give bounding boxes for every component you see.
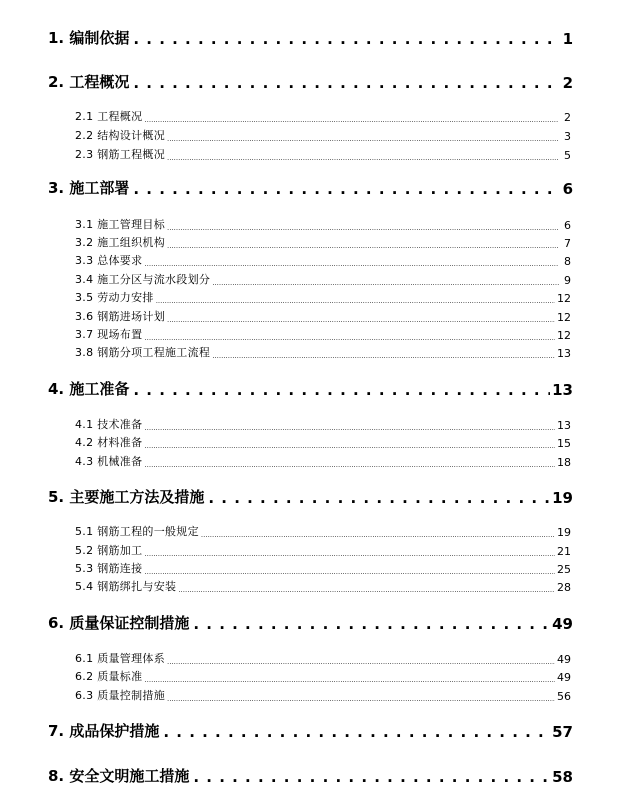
dot-leader	[131, 77, 557, 92]
dot-leader	[144, 256, 559, 268]
toc-entry[interactable]	[75, 328, 571, 342]
toc-entry-title: 8. 安全文明施工措施	[48, 767, 190, 785]
toc-entry-page: 12	[557, 292, 571, 305]
toc-entry[interactable]	[75, 148, 571, 162]
dot-leader	[167, 220, 559, 232]
toc-entry-page: 25	[557, 563, 571, 576]
toc-entry-title: 3.6 钢筋进场计划	[75, 310, 165, 323]
toc-entry[interactable]	[75, 310, 571, 324]
toc-entry-page: 12	[557, 311, 571, 324]
toc-entry-page: 2	[564, 111, 571, 124]
dot-leader	[156, 293, 555, 305]
toc-entry-title: 7. 成品保护措施	[48, 722, 160, 740]
dot-leader	[144, 457, 555, 469]
toc-entry-title: 2.1 工程概况	[75, 110, 143, 123]
dot-leader	[212, 275, 559, 287]
toc-entry[interactable]	[75, 455, 571, 469]
toc-entry-page: 13	[557, 347, 571, 360]
toc-entry[interactable]	[48, 721, 573, 741]
toc-entry[interactable]	[48, 613, 573, 633]
toc-entry-title: 3.1 施工管理目标	[75, 218, 165, 231]
dot-leader	[144, 420, 555, 432]
dot-leader	[144, 330, 555, 342]
toc-entry-page: 6	[564, 219, 571, 232]
toc-entry[interactable]	[75, 670, 571, 684]
toc-entry-title: 4.3 机械准备	[75, 455, 143, 468]
toc-entry-page: 2	[562, 74, 573, 92]
toc-entry-title: 3.7 现场布置	[75, 328, 143, 341]
toc-entry[interactable]	[75, 689, 571, 703]
toc-entry-title: 6.3 质量控制措施	[75, 689, 165, 702]
toc-entry[interactable]	[48, 28, 573, 48]
toc-entry-title: 5.3 钢筋连接	[75, 562, 143, 575]
toc-entry-page: 58	[552, 768, 573, 786]
dot-leader	[144, 438, 555, 450]
toc-entry-title: 2.2 结构设计概况	[75, 129, 165, 142]
toc-entry-title: 3.4 施工分区与流水段划分	[75, 273, 211, 286]
toc-entry-page: 49	[557, 653, 571, 666]
toc-entry-page: 56	[557, 690, 571, 703]
dot-leader	[191, 771, 550, 786]
dot-leader	[161, 726, 550, 741]
dot-leader	[144, 672, 555, 684]
toc-entry[interactable]	[75, 218, 571, 232]
toc-entry-page: 13	[557, 419, 571, 432]
dot-leader	[167, 691, 555, 703]
toc-entry-page: 21	[557, 545, 571, 558]
toc-entry-page: 8	[564, 255, 571, 268]
toc-entry[interactable]	[75, 291, 571, 305]
toc-entry-page: 6	[562, 180, 573, 198]
toc-entry-title: 6. 质量保证控制措施	[48, 614, 190, 632]
toc-entry-title: 3. 施工部署	[48, 179, 130, 197]
toc-entry[interactable]	[75, 273, 571, 287]
toc-entry-page: 1	[562, 30, 573, 48]
toc-entry[interactable]	[75, 525, 571, 539]
toc-entry[interactable]	[48, 178, 573, 198]
dot-leader	[144, 112, 559, 124]
toc-entry[interactable]	[48, 72, 573, 92]
toc-entry-title: 6.1 质量管理体系	[75, 652, 165, 665]
toc-entry[interactable]	[75, 129, 571, 143]
toc-entry-title: 5.2 钢筋加工	[75, 544, 143, 557]
toc-entry[interactable]	[75, 562, 571, 576]
toc-entry-title: 2. 工程概况	[48, 73, 130, 91]
toc-entry[interactable]	[75, 436, 571, 450]
dot-leader	[131, 384, 550, 399]
toc-entry[interactable]	[75, 580, 571, 594]
toc-entry-page: 19	[557, 526, 571, 539]
toc-entry-title: 5. 主要施工方法及措施	[48, 488, 205, 506]
toc-entry-title: 4.2 材料准备	[75, 436, 143, 449]
toc-entry-title: 3.8 钢筋分项工程施工流程	[75, 346, 211, 359]
toc-entry-page: 12	[557, 329, 571, 342]
dot-leader	[191, 618, 550, 633]
toc-entry-page: 57	[552, 723, 573, 741]
toc-entry-title: 5.4 钢筋绑扎与安装	[75, 580, 177, 593]
toc-entry-title: 1. 编制依据	[48, 29, 130, 47]
toc-entry-page: 15	[557, 437, 571, 450]
toc-entry[interactable]	[75, 346, 571, 360]
toc-entry-title: 4.1 技术准备	[75, 418, 143, 431]
toc-entry-title: 5.1 钢筋工程的一般规定	[75, 525, 199, 538]
dot-leader	[131, 33, 557, 48]
toc-entry-title: 3.2 施工组织机构	[75, 236, 165, 249]
toc-entry[interactable]	[75, 254, 571, 268]
toc-entry-title: 2.3 钢筋工程概况	[75, 148, 165, 161]
toc-entry-page: 19	[552, 489, 573, 507]
dot-leader	[167, 312, 555, 324]
toc-entry[interactable]	[75, 652, 571, 666]
toc-entry-title: 3.5 劳动力安排	[75, 291, 154, 304]
toc-entry-page: 9	[564, 274, 571, 287]
dot-leader	[167, 238, 559, 250]
dot-leader	[167, 150, 559, 162]
toc-entry[interactable]	[75, 418, 571, 432]
toc-entry-page: 7	[564, 237, 571, 250]
toc-entry[interactable]	[48, 766, 573, 786]
toc-entry[interactable]	[48, 487, 573, 507]
toc-entry-page: 49	[552, 615, 573, 633]
toc-entry[interactable]	[75, 544, 571, 558]
dot-leader	[167, 131, 559, 143]
dot-leader	[144, 564, 555, 576]
toc-entry-page: 3	[564, 130, 571, 143]
dot-leader	[206, 492, 550, 507]
toc-entry[interactable]	[75, 236, 571, 250]
toc-entry-title: 4. 施工准备	[48, 380, 130, 398]
dot-leader	[144, 546, 555, 558]
toc-entry-page: 13	[552, 381, 573, 399]
dot-leader	[212, 348, 555, 360]
dot-leader	[131, 183, 557, 198]
toc-entry-title: 3.3 总体要求	[75, 254, 143, 267]
toc-entry[interactable]	[75, 110, 571, 124]
toc-entry-page: 5	[564, 149, 571, 162]
toc-entry-title: 6.2 质量标准	[75, 670, 143, 683]
toc-entry[interactable]	[48, 379, 573, 399]
dot-leader	[167, 654, 555, 666]
dot-leader	[178, 582, 555, 594]
dot-leader	[201, 527, 555, 539]
toc-entry-page: 49	[557, 671, 571, 684]
toc-entry-page: 28	[557, 581, 571, 594]
toc-entry-page: 18	[557, 456, 571, 469]
